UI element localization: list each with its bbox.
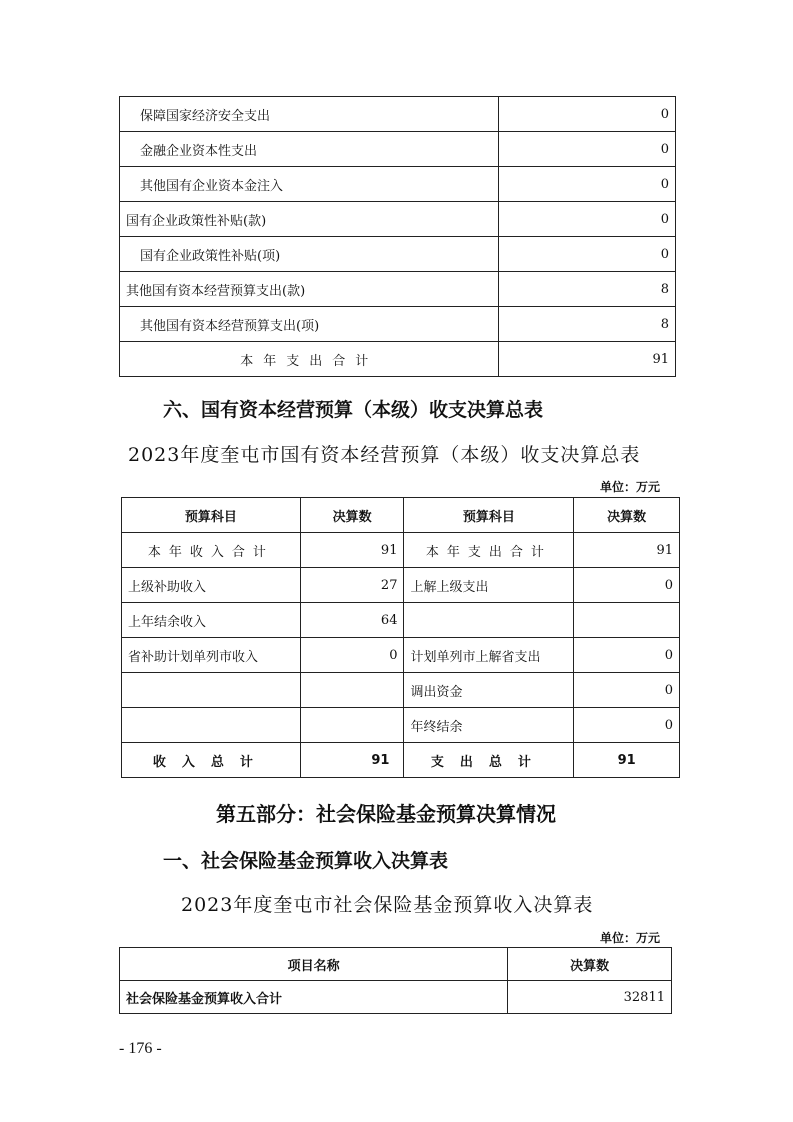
section-heading: 一、社会保险基金预算收入决算表 [163,850,449,872]
column-header: 项目名称 [120,948,508,981]
unit-label: 单位：万元 [600,480,661,494]
table-total-row [120,342,676,377]
cell: 年终结余 [404,708,574,743]
table-title: 2023年度奎屯市社会保险基金预算收入决算表 [181,894,594,916]
cell: 0 [574,708,680,743]
cell: 上解上级支出 [404,568,574,603]
cell [300,673,404,708]
cell: 91 [574,533,680,568]
row-label: 保障国家经济安全支出 [120,97,499,132]
column-header: 预算科目 [122,498,301,533]
cell [122,673,301,708]
row-value: 0 [499,132,676,167]
table-row [122,673,680,708]
cell [574,603,680,638]
income-total-value: 91 [300,743,404,778]
table-row [122,638,680,673]
income-total-label: 收入总计 [122,743,301,778]
page-number: - 176 - [119,1040,162,1057]
cell: 上年结余收入 [122,603,301,638]
row-value: 0 [499,237,676,272]
table-title: 2023年度奎屯市国有资本经营预算（本级）收支决算总表 [128,444,641,466]
table-header-row [122,498,680,533]
cell: 0 [300,638,404,673]
cell: 上级补助收入 [122,568,301,603]
cell: 省补助计划单列市收入 [122,638,301,673]
cell: 91 [300,533,404,568]
total-label: 本年支出合计 [120,342,499,377]
summary-table [121,497,680,778]
row-label: 国有企业政策性补贴(项) [120,237,499,272]
cell: 64 [300,603,404,638]
table-row [120,272,676,307]
cell [300,708,404,743]
part-heading: 第五部分：社会保险基金预算决算情况 [216,802,556,826]
table-total-row [122,743,680,778]
table-row [120,307,676,342]
cell: 本年收入合计 [122,533,301,568]
table-row [120,981,672,1014]
row-value: 0 [499,167,676,202]
cell: 调出资金 [404,673,574,708]
table-row [120,132,676,167]
expense-total-label: 支出总计 [404,743,574,778]
cell: 0 [574,638,680,673]
row-label: 其他国有资本经营预算支出(项) [120,307,499,342]
column-header: 决算数 [574,498,680,533]
cell: 计划单列市上解省支出 [404,638,574,673]
unit-label: 单位：万元 [600,931,661,945]
cell: 32811 [508,981,672,1014]
row-value: 8 [499,272,676,307]
row-label: 其他国有资本经营预算支出(款) [120,272,499,307]
row-value: 0 [499,97,676,132]
cell: 社会保险基金预算收入合计 [120,981,508,1014]
table-row [120,97,676,132]
expense-total-value: 91 [574,743,680,778]
section-heading: 六、国有资本经营预算（本级）收支决算总表 [163,399,544,421]
cell: 27 [300,568,404,603]
cell [122,708,301,743]
row-label: 金融企业资本性支出 [120,132,499,167]
table-row [122,568,680,603]
column-header: 决算数 [300,498,404,533]
row-value: 0 [499,202,676,237]
table-row [122,533,680,568]
table-row [120,202,676,237]
row-value: 8 [499,307,676,342]
cell: 本年支出合计 [404,533,574,568]
table-row [122,603,680,638]
expenditure-table [119,96,676,377]
column-header: 预算科目 [404,498,574,533]
cell: 0 [574,673,680,708]
table-header-row [120,948,672,981]
total-value: 91 [499,342,676,377]
social-insurance-table [119,947,672,1014]
row-label: 其他国有企业资本金注入 [120,167,499,202]
cell: 0 [574,568,680,603]
row-label: 国有企业政策性补贴(款) [120,202,499,237]
cell [404,603,574,638]
column-header: 决算数 [508,948,672,981]
table-row [120,237,676,272]
table-row [122,708,680,743]
table-row [120,167,676,202]
